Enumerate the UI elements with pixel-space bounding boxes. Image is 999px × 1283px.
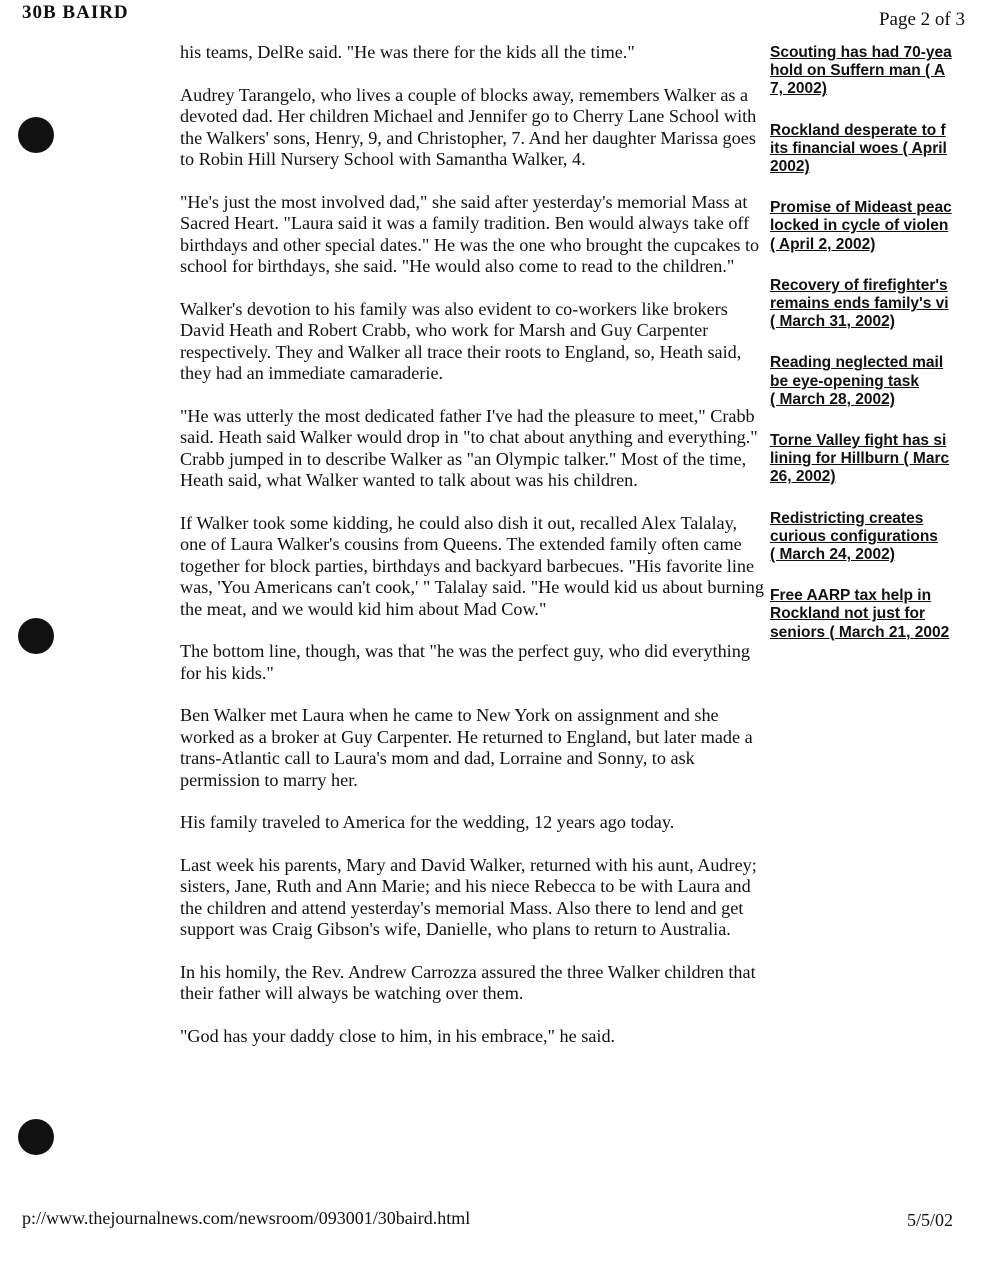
related-article-link[interactable]: Promise of Mideast peac locked in cycle of violen ( April 2, 2002): [770, 199, 952, 253]
article-paragraph: His family traveled to America for the wedding, 12 years ago today.: [180, 812, 675, 832]
article-paragraph: Audrey Tarangelo, who lives a couple of blocks away, remembers Walker as a devoted dad. Her children Michael and Jennifer go to Cherry Lane School with the Walkers' sons, Henry, 9, and Christopher, 7. And her daughter Marissa goes to Robin Hill Nursery School with Samantha Walker, 4.: [180, 84, 757, 169]
page-number: Page 2 of 3: [878, 9, 965, 30]
related-article-link[interactable]: Reading neglected mail be eye-opening task ( March 28, 2002): [770, 354, 944, 408]
article-paragraph: "He was utterly the most dedicated father I've had the pleasure to meet," Crabb said. Heath said Walker would drop in "to chat about anything and everything." Crabb jumped in to describe Walker as "an Olympic talker." Most of the time, Heath said, what Walker wanted to talk about was his children.: [180, 405, 758, 490]
article-paragraph: "He's just the most involved dad," she said after yesterday's memorial Mass at Sacred Heart. "Laura said it was a family tradition. Ben would always take off birthdays and other special dates." He was the one who brought the cupcakes to school for birthdays, she said. "He would also come to read to the children.": [180, 191, 760, 276]
article-body: [180, 42, 765, 1068]
article-paragraph: "God has your daddy close to him, in his embrace," he said.: [180, 1025, 616, 1046]
article-paragraph: his teams, DelRe said. "He was there for the kids all the time.": [180, 42, 635, 62]
page-url: p://www.thejournalnews.com/newsroom/093001/30baird.html: [22, 1208, 471, 1228]
article-paragraph: The bottom line, though, was that "he was the perfect guy, who did everything for his kids.": [180, 641, 750, 683]
article-paragraph: Walker's devotion to his family was also evident to co-workers like brokers David Heath and Robert Crabb, who work for Marsh and Guy Carpenter respectively. They and Walker all trace their roots to England, so, Heath said, they had an immediate camaraderie.: [180, 298, 742, 383]
punch-hole: [18, 117, 54, 153]
article-paragraph: If Walker took some kidding, he could also dish it out, recalled Alex Talalay, one of Laura Walker's cousins from Queens. The extended family often came together for block parties, birthdays and backyard barbecues. "His favorite line was, 'You Americans can't cook,' " Talalay said. "He would kid us about burning the meat, and we would kid him about Mad Cow.": [180, 512, 764, 619]
related-links-sidebar: [770, 44, 999, 665]
related-article-link[interactable]: Rockland desperate to f its financial woes ( April 2002): [770, 121, 947, 176]
punch-hole: [18, 1119, 54, 1155]
punch-hole: [18, 618, 54, 654]
article-paragraph: In his homily, the Rev. Andrew Carrozza assured the three Walker children that their father will always be watching over them.: [180, 961, 756, 1003]
related-article-link[interactable]: Torne Valley fight has si lining for Hillburn ( Marc 26, 2002): [770, 432, 950, 486]
page-header-title: 30B BAIRD: [22, 2, 129, 23]
print-date: 5/5/02: [906, 1210, 953, 1230]
related-article-link[interactable]: Scouting has had 70-yea hold on Suffern man ( A 7, 2002): [770, 44, 952, 98]
related-article-link[interactable]: Redistricting creates curious configurations ( March 24, 2002): [770, 509, 938, 564]
article-paragraph: Last week his parents, Mary and David Walker, returned with his aunt, Audrey; sisters, Jane, Ruth and Ann Marie; and his niece Rebecca to be with Laura and the children and attend yesterday's memorial Mass. Also there to lend and get support was Craig Gibson's wife, Danielle, who plans to return to Australia.: [180, 854, 757, 939]
related-article-link[interactable]: Free AARP tax help in Rockland not just for seniors ( March 21, 2002: [770, 587, 950, 641]
related-article-link[interactable]: Recovery of firefighter's remains ends family's vi ( March 31, 2002): [770, 276, 949, 331]
article-paragraph: Ben Walker met Laura when he came to New York on assignment and she worked as a broker at Guy Carpenter. He returned to England, but later made a trans-Atlantic call to Laura's mom and dad, Lorraine and Sonny, to ask permission to marry her.: [180, 705, 753, 790]
